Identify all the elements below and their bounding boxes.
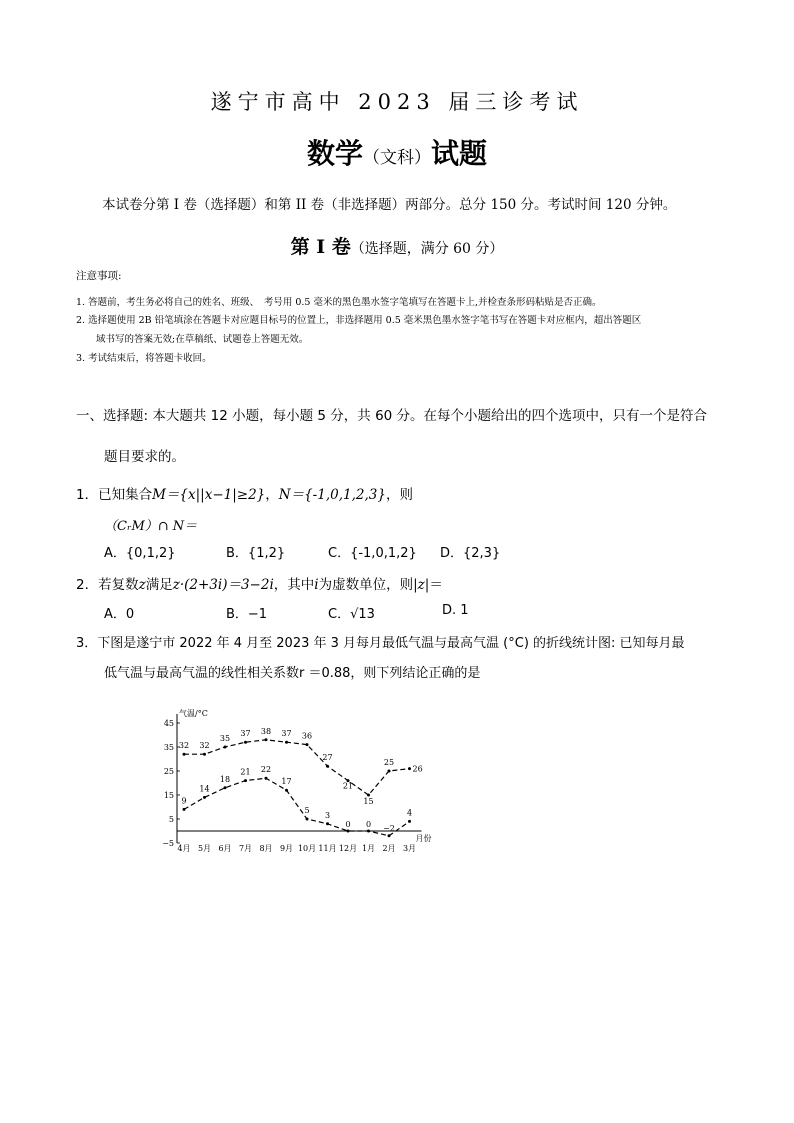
q2-var-z: z	[138, 577, 146, 593]
q1-option-b[interactable]: B．{1,2}	[226, 546, 286, 561]
subject-name: 数学	[306, 137, 363, 170]
y-tick-label: −5	[162, 839, 174, 848]
exam-title: 遂宁市高中 2023 届三诊考试	[210, 90, 584, 114]
series-2-data-label: 0	[345, 820, 351, 829]
q2-stem-b: 满足	[145, 577, 173, 593]
series-1-point	[203, 753, 206, 756]
y-axis-label: 气温/°C	[179, 709, 208, 718]
y-tick-label: 15	[163, 791, 174, 800]
x-tick-label: 12月	[338, 844, 358, 853]
series-2-point	[326, 822, 329, 825]
series-2-data-label: 9	[181, 796, 187, 806]
x-tick-label: 3月	[402, 844, 417, 853]
series-1-data-label: 32	[178, 741, 190, 751]
series-2-point	[285, 789, 288, 792]
part-note: （选择题，满分 60 分）	[350, 241, 504, 257]
series-1-data-label: 38	[260, 726, 272, 736]
series-1-point	[244, 741, 247, 744]
series-2-data-label: 17	[281, 777, 292, 787]
series-2-data-label: 22	[260, 765, 272, 775]
series-1-point	[408, 767, 411, 770]
series-2-data-label: 3	[324, 810, 331, 820]
series-1-data-label: 37	[281, 729, 292, 739]
series-2-data-label: 14	[199, 784, 210, 794]
q1-expression: （CᵣM）∩ N＝	[104, 519, 198, 534]
q1-set-n: N＝{-1,0,1,2,3}	[278, 487, 386, 503]
y-tick-label: 35	[163, 743, 174, 752]
series-2-point	[388, 834, 391, 837]
x-tick-label: 10月	[297, 844, 317, 853]
series-2-point	[203, 796, 206, 799]
series-1-point	[224, 746, 227, 749]
q1-sep: ，	[265, 487, 279, 503]
q2-equation: z·(2+3i)＝3−2i	[172, 577, 274, 593]
series-1-point	[306, 743, 309, 746]
note-item: 3. 考试结束后，将答题卡收回。	[76, 353, 212, 364]
series-2-data-label: 0	[365, 820, 372, 829]
series-1-data-label: 37	[240, 729, 251, 739]
x-tick-label: 2月	[382, 844, 396, 853]
q2-option-a[interactable]: A．0	[104, 607, 135, 622]
series-2-point	[347, 830, 350, 833]
series-2-data-label: 5	[304, 806, 310, 815]
part-heading	[0, 232, 794, 259]
series-2-line	[184, 778, 413, 836]
subject-title	[0, 132, 794, 172]
series-1-data-label: 32	[199, 741, 210, 751]
subject-tail: 试题	[431, 137, 488, 170]
x-tick-label: 8月	[259, 844, 273, 853]
series-2-point	[244, 779, 247, 782]
series-2-point	[224, 786, 227, 789]
x-tick-label: 7月	[238, 844, 253, 853]
q2-stem-e: ＝	[429, 577, 443, 593]
x-tick-label: 4月	[177, 844, 191, 853]
series-1-point	[285, 741, 288, 744]
notes-heading: 注意事项:	[76, 270, 122, 282]
q2-var-i: i	[314, 577, 319, 593]
x-tick-label: 11月	[318, 844, 337, 853]
series-1-point	[388, 770, 391, 773]
temperature-line-chart	[150, 700, 450, 860]
note-item: 域书写的答案无效;在草稿纸、试题卷上答题无效。	[96, 334, 309, 345]
series-1-data-label: 26	[412, 764, 423, 774]
y-tick-label: 5	[168, 815, 174, 824]
series-2-point	[306, 818, 309, 821]
question-1-stem	[76, 483, 413, 503]
q1-option-a[interactable]: A．{0,1,2}	[104, 546, 176, 561]
y-tick-label: 45	[163, 719, 174, 728]
y-tick-label: 25	[163, 767, 174, 776]
q2-option-c[interactable]: C．√13	[328, 607, 375, 622]
q2-stem-c: ，其中	[273, 577, 315, 593]
section-heading: 一、选择题: 本大题共 12 小题，每小题 5 分，共 60 分。在每个小题给出的四个选项中，只有一个是符合	[76, 408, 708, 424]
series-2-data-label: 4	[406, 808, 413, 818]
q1-option-d[interactable]: D．{2,3}	[440, 546, 501, 561]
question-3-stem: 3．下图是遂宁市 2022 年 4 月至 2023 年 3 月每月最低气温与最高气温 (°C) 的折线统计图: 已知每月最	[76, 636, 685, 651]
q1-option-c[interactable]: C．{-1,0,1,2}	[328, 546, 417, 561]
series-1-point	[183, 753, 186, 756]
q1-set-m: M＝{x||x−1|≥2}	[152, 487, 266, 503]
series-1-data-label: 21	[342, 781, 354, 791]
q2-stem-a: 2．若复数	[76, 577, 139, 593]
series-2-point	[367, 830, 370, 833]
series-1-data-label: 35	[219, 734, 231, 743]
section-heading-cont: 题目要求的。	[104, 449, 185, 465]
q1-stem-b: ，则	[385, 487, 413, 503]
x-tick-label: 6月	[218, 844, 232, 853]
series-1-point	[326, 765, 329, 768]
series-1-data-label: 25	[383, 758, 395, 767]
subject-note: （文科）	[363, 148, 431, 168]
q2-stem-d: 为虚数单位，则	[318, 577, 414, 593]
series-2-data-label: −2	[383, 823, 395, 833]
x-tick-label: 9月	[279, 844, 294, 853]
series-1-data-label: 15	[363, 797, 374, 806]
series-2-data-label: 21	[240, 767, 251, 777]
note-item: 1. 答题前，考生务必将自己的姓名、班级、 考号用 0.5 毫米的黑色墨水签字笔填写在答题卡上,并检查条形码粘贴是否正确。	[76, 297, 602, 308]
series-2-point	[408, 820, 411, 823]
series-2-point	[265, 777, 268, 780]
q2-option-b[interactable]: B．−1	[226, 607, 268, 622]
x-tick-label: 5月	[197, 844, 212, 853]
series-1-point	[265, 738, 268, 741]
series-1-data-label: 27	[322, 753, 333, 763]
series-1-data-label: 36	[301, 731, 313, 741]
part-title: 第 Ⅰ 卷	[290, 236, 351, 258]
x-axis-label: 月份	[415, 834, 432, 843]
note-item: 2. 选择题使用 2B 铅笔填涂在答题卡对应题目标号的位置上，非选择题用 0.5 毫米黑色墨水签字笔书写在答题卡对应框内，超出答题区	[76, 315, 642, 326]
question-2-stem	[76, 573, 443, 593]
x-tick-label: 1月	[361, 844, 376, 853]
q2-option-d[interactable]: D. 1	[442, 603, 469, 618]
series-1-line	[184, 740, 410, 795]
series-2-data-label: 18	[219, 774, 231, 784]
q2-abs-z: |z|	[413, 577, 430, 593]
exam-intro: 本试卷分第 I 卷（选择题）和第 II 卷（非选择题）两部分。总分 150 分。考试时间 120 分钟。	[102, 197, 677, 213]
question-3-stem-cont: 低气温与最高气温的线性相关系数r ＝0.88，则下列结论正确的是	[104, 666, 481, 681]
series-2-point	[183, 808, 186, 811]
q1-stem-a: 1．已知集合	[76, 487, 153, 503]
